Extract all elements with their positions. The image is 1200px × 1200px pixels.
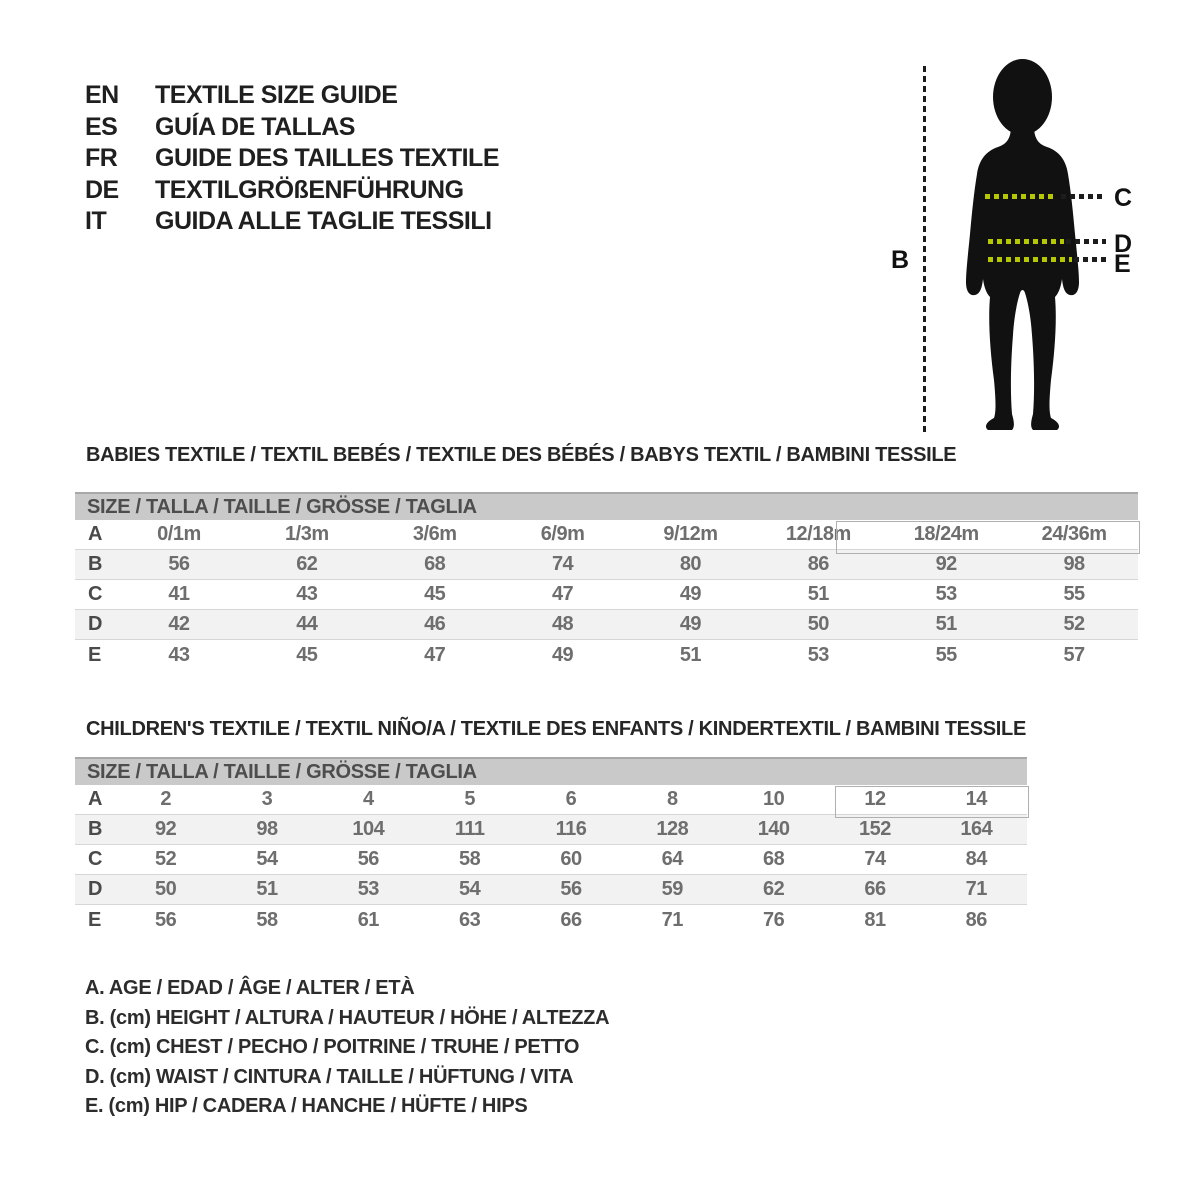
chest-label: C <box>1114 184 1133 212</box>
table-cell: 86 <box>965 908 987 931</box>
table-cell: 98 <box>256 818 278 840</box>
table-cell: 57 <box>1063 643 1085 666</box>
lang-title: GUÍA DE TALLAS <box>155 112 355 141</box>
table-cell: 68 <box>763 848 785 870</box>
table-cell: 8 <box>666 788 678 810</box>
table-cell: 49 <box>551 643 574 666</box>
row-label: C <box>88 848 102 870</box>
table-cell: 60 <box>560 848 582 870</box>
table-cell: 43 <box>168 643 190 666</box>
table-cell: 44 <box>296 613 318 635</box>
table-cell: 92 <box>935 553 957 575</box>
table-cell: 152 <box>859 818 891 840</box>
table-cell: 59 <box>661 878 683 900</box>
table-cell: 6/9m <box>540 523 585 545</box>
lang-code: ES <box>85 112 118 141</box>
table-cell: 24/36m <box>1041 523 1107 545</box>
table-row-C <box>75 580 1138 610</box>
row-label: D <box>88 878 102 900</box>
legend-hip: E. (cm) HIP / CADERA / HANCHE / HÜFTE / HIPS <box>85 1095 528 1118</box>
table-row-A <box>75 785 1027 815</box>
table-cell: 81 <box>864 908 886 931</box>
babies-section-heading: BABIES TEXTILE / TEXTIL BEBÉS / TEXTILE DES BÉBÉS / BABYS TEXTIL / BAMBINI TESSILE <box>86 444 957 466</box>
table-cell: 92 <box>155 818 177 840</box>
table-cell: 84 <box>965 848 987 870</box>
table-cell: 68 <box>424 553 446 575</box>
table-cell: 71 <box>965 878 987 900</box>
lang-row-fr <box>85 143 499 175</box>
row-label: D <box>88 613 102 635</box>
lang-title: GUIDA ALLE TAGLIE TESSILI <box>155 207 492 236</box>
lang-row-en <box>85 80 499 112</box>
table-cell: 66 <box>864 878 886 900</box>
table-cell: 47 <box>551 583 574 605</box>
table-cell: 43 <box>296 583 318 605</box>
table-cell: 49 <box>679 583 702 605</box>
babies-table-rows <box>75 520 1138 670</box>
table-cell: 9/12m <box>663 523 718 545</box>
babies-size-table <box>75 492 1138 670</box>
height-measure-line <box>923 66 926 432</box>
table-cell: 55 <box>1063 583 1085 605</box>
table-row-D <box>75 610 1138 640</box>
lang-code: IT <box>85 207 107 236</box>
lang-code: DE <box>85 175 119 204</box>
chest-measure-dots <box>985 194 1057 199</box>
table-cell: 86 <box>807 553 829 575</box>
table-cell: 62 <box>763 878 785 900</box>
legend-waist: D. (cm) WAIST / CINTURA / TAILLE / HÜFTUNG / VITA <box>85 1065 574 1088</box>
table-cell: 42 <box>168 613 190 635</box>
table-cell: 51 <box>935 613 957 635</box>
table-cell: 98 <box>1063 553 1085 575</box>
table-cell: 51 <box>256 878 278 900</box>
row-label: A <box>88 523 102 545</box>
row-label: E <box>88 643 101 666</box>
children-size-table <box>75 757 1027 935</box>
children-table-rows <box>75 785 1027 935</box>
table-cell: 12 <box>864 788 886 810</box>
waist-label: D <box>1114 230 1133 258</box>
table-row-D <box>75 875 1027 905</box>
table-cell: 53 <box>807 643 829 666</box>
table-cell: 55 <box>935 643 957 666</box>
table-cell: 62 <box>296 553 318 575</box>
babies-table-header: SIZE / TALLA / TAILLE / GRÖSSE / TAGLIA <box>75 492 1138 520</box>
table-cell: 140 <box>757 818 790 840</box>
legend-chest: C. (cm) CHEST / PECHO / POITRINE / TRUHE / PETTO <box>85 1036 580 1059</box>
row-label: B <box>88 818 102 840</box>
table-cell: 58 <box>256 908 278 931</box>
table-cell: 41 <box>168 583 190 605</box>
table-cell: 64 <box>661 848 683 870</box>
table-cell: 54 <box>459 878 481 900</box>
lang-row-es <box>85 112 499 144</box>
row-label: C <box>88 583 102 605</box>
table-cell: 3/6m <box>412 523 457 545</box>
legend-height: B. (cm) HEIGHT / ALTURA / HAUTEUR / HÖHE / ALTEZZA <box>85 1006 610 1029</box>
table-cell: 54 <box>256 848 278 870</box>
table-cell: 56 <box>168 553 190 575</box>
lang-row-de <box>85 175 499 207</box>
table-cell: 10 <box>763 788 785 810</box>
table-cell: 2 <box>160 788 171 810</box>
table-cell: 50 <box>807 613 829 635</box>
row-label: B <box>88 553 102 575</box>
table-row-A <box>75 520 1138 550</box>
table-row-B <box>75 815 1027 845</box>
language-title-list <box>85 80 499 238</box>
table-cell: 45 <box>296 643 318 666</box>
table-row-E <box>75 640 1138 670</box>
table-cell: 76 <box>763 908 785 931</box>
table-cell: 49 <box>679 613 702 635</box>
table-cell: 1/3m <box>285 523 329 545</box>
table-cell: 18/24m <box>913 523 979 545</box>
table-cell: 50 <box>155 878 177 900</box>
table-cell: 48 <box>551 613 574 635</box>
table-cell: 104 <box>352 818 385 840</box>
table-cell: 51 <box>679 643 702 666</box>
hip-measure-dots <box>988 257 1072 262</box>
table-cell: 3 <box>261 788 273 810</box>
table-cell: 46 <box>424 613 446 635</box>
legend-age: A. AGE / EDAD / ÂGE / ALTER / ETÀ <box>85 977 415 999</box>
table-cell: 74 <box>551 553 574 575</box>
table-row-B <box>75 550 1138 580</box>
table-row-C <box>75 845 1027 875</box>
row-label: E <box>88 908 101 931</box>
table-cell: 45 <box>424 583 446 605</box>
table-cell: 14 <box>965 788 987 810</box>
waist-measure-extension <box>1066 239 1106 244</box>
table-cell: 52 <box>155 848 177 870</box>
table-cell: 53 <box>935 583 957 605</box>
children-section-heading: CHILDREN'S TEXTILE / TEXTIL NIÑO/A / TEXTILE DES ENFANTS / KINDERTEXTIL / BAMBINI TESSILE <box>86 718 1026 740</box>
table-cell: 56 <box>560 878 582 900</box>
table-cell: 58 <box>459 848 481 870</box>
table-cell: 128 <box>656 818 689 840</box>
lang-title: TEXTILGRÖßENFÜHRUNG <box>155 175 464 204</box>
table-cell: 52 <box>1063 613 1085 635</box>
table-cell: 51 <box>807 583 829 605</box>
table-cell: 111 <box>454 818 485 840</box>
measurement-legend <box>85 974 609 1122</box>
table-cell: 12/18m <box>785 523 851 545</box>
table-cell: 80 <box>679 553 702 575</box>
table-cell: 47 <box>424 643 446 666</box>
table-cell: 6 <box>565 788 577 810</box>
table-cell: 4 <box>363 788 374 810</box>
lang-title: GUIDE DES TAILLES TEXTILE <box>155 144 500 173</box>
table-cell: 74 <box>864 848 886 870</box>
table-cell: 53 <box>357 878 379 900</box>
table-cell: 5 <box>464 788 475 810</box>
lang-code: EN <box>85 81 119 109</box>
chest-measure-extension <box>1061 194 1105 199</box>
table-cell: 66 <box>560 908 582 931</box>
lang-code: FR <box>85 144 118 173</box>
table-cell: 56 <box>155 908 177 931</box>
lang-row-it <box>85 206 499 238</box>
table-cell: 61 <box>357 908 379 931</box>
waist-measure-dots <box>988 239 1064 244</box>
table-cell: 63 <box>459 908 481 931</box>
height-label: B <box>891 246 910 274</box>
table-cell: 71 <box>661 908 683 931</box>
hip-label: E <box>1114 250 1131 278</box>
children-table-header: SIZE / TALLA / TAILLE / GRÖSSE / TAGLIA <box>75 757 1027 785</box>
hip-measure-extension <box>1074 257 1106 262</box>
table-row-E <box>75 905 1027 935</box>
table-cell: 164 <box>960 818 993 840</box>
table-cell: 56 <box>357 848 379 870</box>
row-label: A <box>88 788 102 810</box>
lang-title: TEXTILE SIZE GUIDE <box>155 81 398 109</box>
table-cell: 0/1m <box>157 523 201 545</box>
table-cell: 116 <box>555 818 587 840</box>
